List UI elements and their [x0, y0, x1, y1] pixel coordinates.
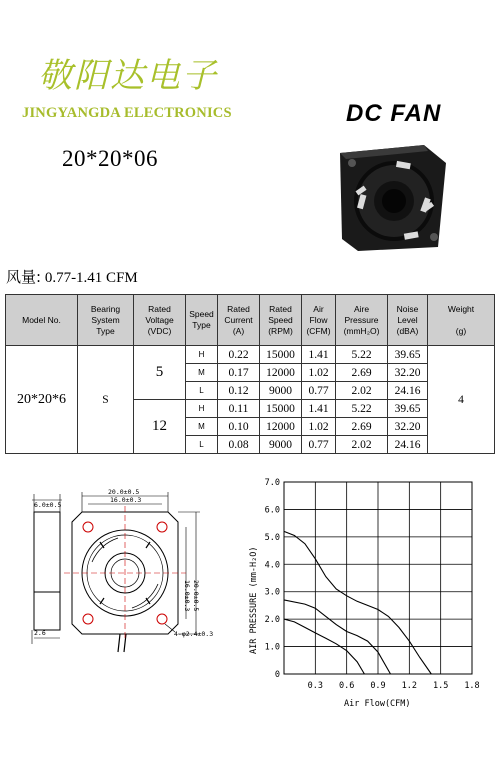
cell-pressure: 2.02	[336, 382, 388, 400]
spec-table	[5, 294, 495, 454]
cell-current: 0.08	[218, 436, 260, 454]
cell-voltage: 5	[134, 346, 186, 400]
y-tick-label: 2.0	[264, 615, 280, 626]
y-tick-label: 4.0	[264, 560, 280, 571]
cell-rpm: 9000	[260, 436, 302, 454]
y-tick-label: 7.0	[264, 478, 280, 488]
cell-rpm: 12000	[260, 418, 302, 436]
table-header-row	[6, 295, 495, 346]
front-view	[72, 492, 200, 652]
cell-voltage: 12	[134, 400, 186, 454]
hole-spacing-dimension: 16.0±0.3	[110, 496, 142, 504]
cell-rpm: 15000	[260, 346, 302, 364]
pq-curve-chart	[240, 474, 498, 714]
header-pressure: Aire Pressure (mmH₂O)	[336, 295, 388, 346]
cell-rpm: 9000	[260, 382, 302, 400]
cell-model: 20*20*6	[6, 346, 78, 454]
cell-noise: 32.20	[388, 364, 428, 382]
cell-flow: 1.02	[302, 364, 336, 382]
x-tick-label: 0.3	[307, 681, 324, 691]
cell-flow: 0.77	[302, 436, 336, 454]
airflow-label: 风量:	[6, 268, 42, 286]
x-tick-label: 0.9	[370, 681, 386, 691]
x-tick-label: 1.5	[432, 681, 449, 691]
cell-speed: L	[186, 382, 218, 400]
height-dimension: 20.0±0.5	[192, 580, 200, 612]
company-logo-chinese: 敬阳达电子	[38, 56, 218, 96]
cell-noise: 24.16	[388, 436, 428, 454]
cell-noise: 32.20	[388, 418, 428, 436]
cell-noise: 39.65	[388, 346, 428, 364]
center-lines	[64, 506, 186, 640]
cell-current: 0.11	[218, 400, 260, 418]
header-noise: Noise Level (dBA)	[388, 295, 428, 346]
header-air-flow: Air Flow (CFM)	[302, 295, 336, 346]
fan-product-image	[338, 143, 448, 253]
header-model: Model No.	[6, 295, 78, 346]
y-tick-label: 1.0	[264, 642, 280, 653]
cell-flow: 1.41	[302, 346, 336, 364]
cell-bearing: S	[78, 346, 134, 454]
cell-pressure: 5.22	[336, 400, 388, 418]
cell-rpm: 15000	[260, 400, 302, 418]
side-dimension: 2.6	[34, 629, 46, 637]
cell-rpm: 12000	[260, 364, 302, 382]
company-logo-english: JINGYANGDA ELECTRONICS	[22, 105, 232, 121]
cell-pressure: 2.69	[336, 364, 388, 382]
product-title: DC FAN	[346, 100, 442, 127]
hole-spacing-vertical-dimension: 16.0±0.3	[183, 580, 191, 612]
chart-ticks	[265, 478, 480, 691]
dimension-drawing	[0, 474, 235, 674]
header-bearing: Bearing System Type	[78, 295, 134, 346]
cell-pressure: 2.02	[336, 436, 388, 454]
header-current: Rated Current (A)	[218, 295, 260, 346]
width-dimension: 20.0±0.5	[108, 488, 140, 496]
chart-ylabel: AIR PRESSURE (mm-H₂O)	[249, 546, 259, 654]
cell-noise: 24.16	[388, 382, 428, 400]
cell-flow: 0.77	[302, 382, 336, 400]
y-tick-label: 0	[274, 670, 280, 680]
table-row	[6, 346, 495, 364]
airflow-value: 0.77-1.41 CFM	[44, 270, 138, 286]
cell-noise: 39.65	[388, 400, 428, 418]
cell-current: 0.22	[218, 346, 260, 364]
model-title: 20*20*06	[62, 146, 158, 171]
cell-weight: 4	[428, 346, 495, 454]
cell-speed: H	[186, 400, 218, 418]
side-view	[32, 494, 62, 644]
cell-speed: H	[186, 346, 218, 364]
cell-speed: L	[186, 436, 218, 454]
y-tick-label: 5.0	[264, 532, 280, 543]
cell-pressure: 2.69	[336, 418, 388, 436]
chart-grid	[284, 482, 472, 674]
cell-speed: M	[186, 364, 218, 382]
pq-curve-1	[284, 600, 391, 674]
cell-current: 0.17	[218, 364, 260, 382]
cell-pressure: 5.22	[336, 346, 388, 364]
x-tick-label: 1.2	[401, 681, 418, 691]
cell-current: 0.12	[218, 382, 260, 400]
cell-current: 0.10	[218, 418, 260, 436]
cell-flow: 1.02	[302, 418, 336, 436]
y-tick-label: 3.0	[264, 587, 280, 598]
x-tick-label: 0.6	[338, 681, 355, 691]
cell-speed: M	[186, 418, 218, 436]
y-tick-label: 6.0	[264, 505, 280, 516]
header-speed-type: Speed Type	[186, 295, 218, 346]
thickness-dimension: 6.0±0.5	[34, 501, 62, 509]
header-speed: Rated Speed (RPM)	[260, 295, 302, 346]
cell-flow: 1.41	[302, 400, 336, 418]
header-weight: Weight (g)	[428, 295, 495, 346]
header-voltage: Rated Voltage (VDC)	[134, 295, 186, 346]
chart-xlabel: Air Flow(CFM)	[344, 699, 411, 709]
airflow-summary	[6, 266, 138, 287]
x-tick-label: 1.8	[464, 681, 480, 691]
hole-dimension: 4-φ2.4±0.3	[174, 630, 214, 638]
